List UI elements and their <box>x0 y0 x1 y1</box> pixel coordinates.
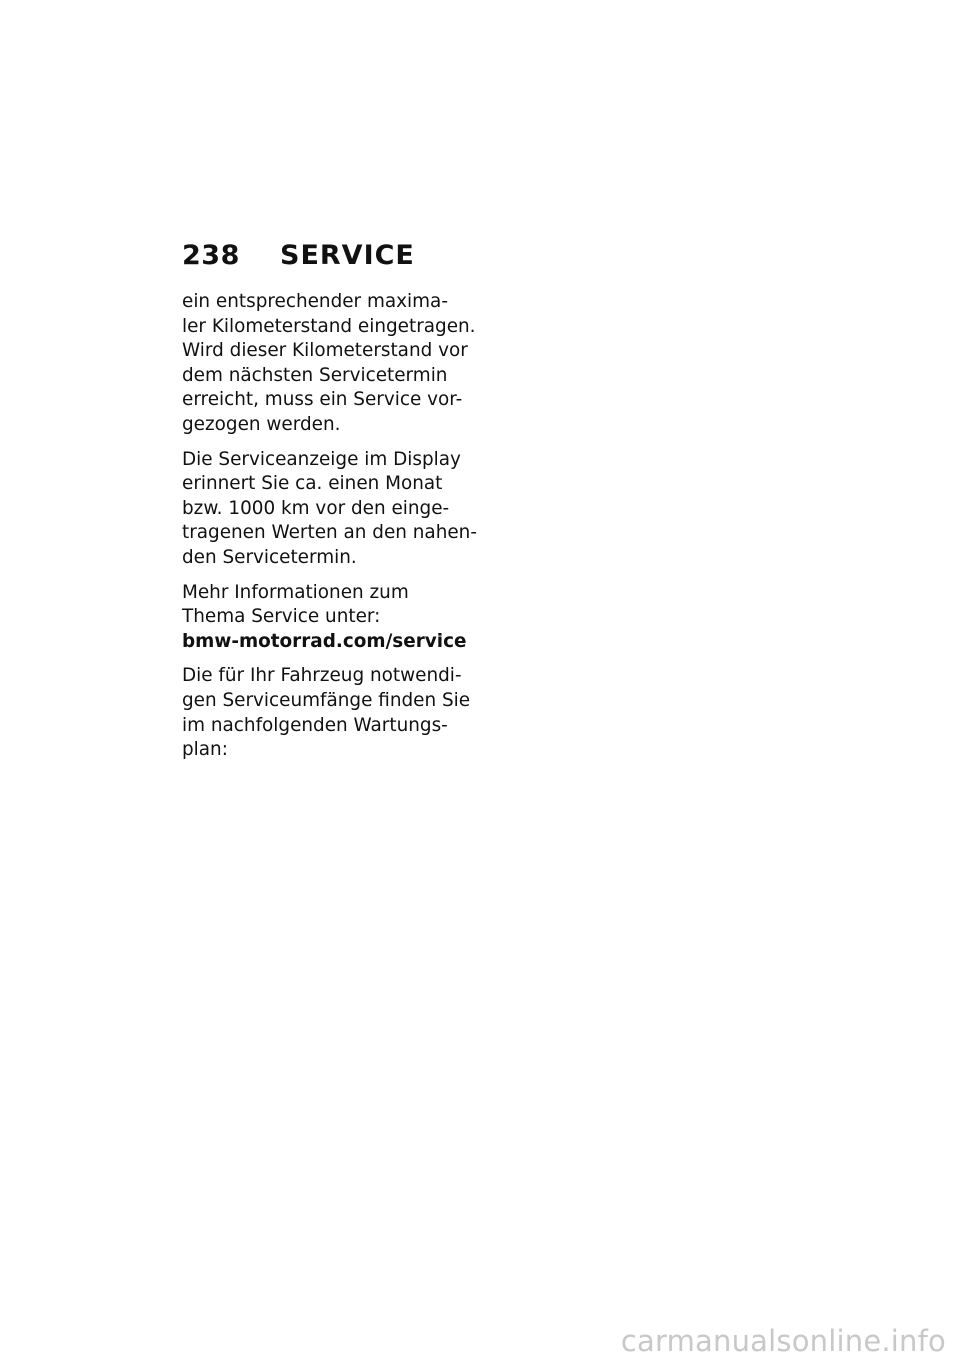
text-line: ein entsprechender maxima- <box>182 291 448 312</box>
text-line: tragenen Werten an den nahen- <box>182 522 477 544</box>
text-line: gen Serviceumfänge finden Sie <box>182 689 471 711</box>
text-line: erreicht, muss ein Service vor- <box>182 389 463 411</box>
text-line: im nachfolgenden Wartungs- <box>182 714 448 736</box>
text-line: dem nächsten Servicetermin <box>182 364 448 386</box>
text-line: Die für Ihr Fahrzeug notwendi- <box>182 665 462 687</box>
paragraph-more-info <box>182 581 472 655</box>
text-line: den Servicetermin. <box>182 546 357 568</box>
watermark: carmanualsonline.info <box>620 1324 946 1358</box>
paragraph-service-display <box>182 448 477 571</box>
text-line: gezogen werden. <box>182 413 341 435</box>
page-number: 238 <box>182 240 240 271</box>
text-line: plan: <box>182 739 228 761</box>
paragraph-max-mileage <box>182 290 476 438</box>
text-line: Wird dieser Kilometerstand vor <box>182 340 468 362</box>
text-line: Thema Service unter: <box>182 606 381 628</box>
service-link[interactable]: bmw-motorrad.com/service <box>182 630 467 652</box>
paragraph-maintenance-plan <box>182 664 472 762</box>
text-line: bzw. 1000 km vor den einge- <box>182 497 450 519</box>
section-title: SERVICE <box>280 240 415 271</box>
text-line: ler Kilometerstand eingetragen. <box>182 315 476 337</box>
body-text <box>182 290 477 773</box>
text-line: Die Serviceanzeige im Display <box>182 448 461 470</box>
text-line: Mehr Informationen zum <box>182 581 409 603</box>
text-line: erinnert Sie ca. einen Monat <box>182 473 443 495</box>
page-header <box>182 240 415 271</box>
